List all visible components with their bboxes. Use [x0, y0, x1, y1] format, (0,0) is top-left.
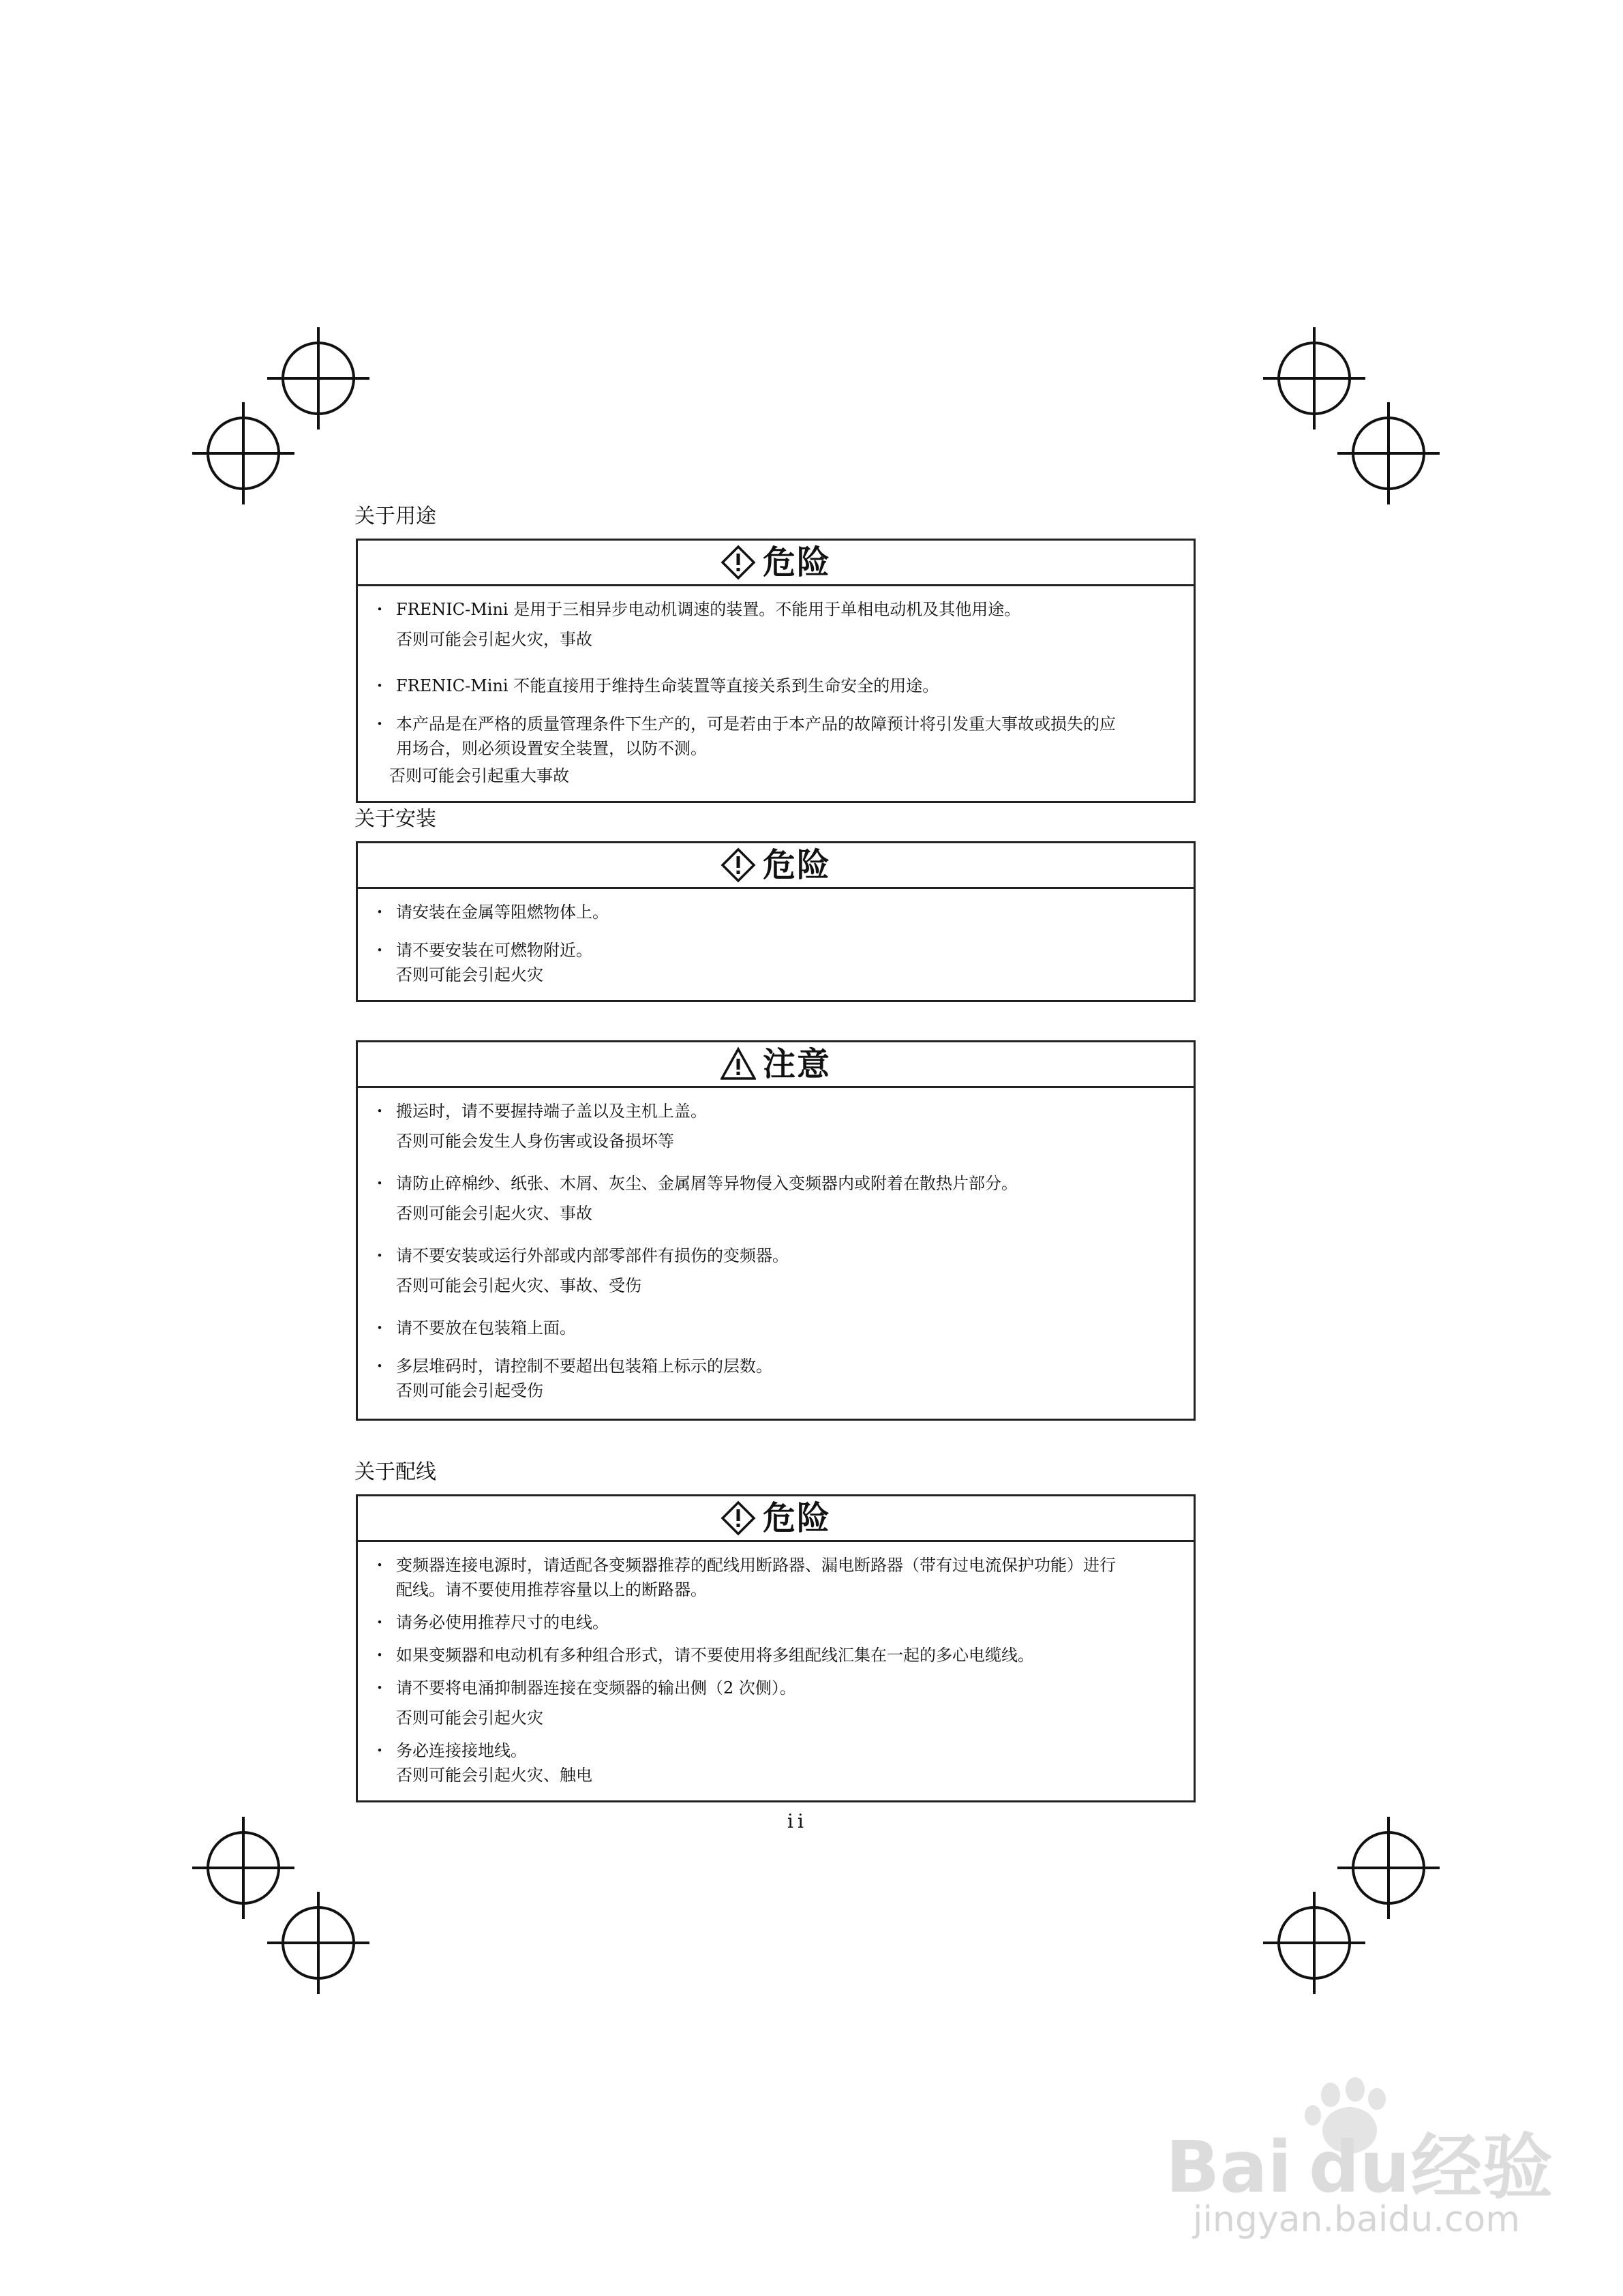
bullet: ・ [371, 1741, 388, 1760]
danger-box-installation [356, 841, 1196, 1002]
baidu-jingyan-watermark [1152, 2076, 1588, 2239]
list-item [371, 1738, 1180, 1787]
watermark-jingyan-text: 经验 [1411, 2126, 1553, 2209]
registration-mark-bottom-right-inner [1263, 1892, 1365, 1994]
item-text: 请防止碎棉纱、纸张、木屑、灰尘、金属屑等异物侵入变频器内或附着在散热片部分。 [396, 1174, 1018, 1193]
bullet: ・ [371, 1613, 388, 1632]
bullet: ・ [371, 714, 388, 734]
list-item [371, 1099, 1180, 1153]
section-label-wiring: 关于配线 [354, 1460, 436, 1484]
box-header [358, 541, 1194, 586]
box-title: 危险 [762, 543, 831, 581]
box-title: 注意 [762, 1045, 831, 1083]
item-text: 请务必使用推荐尺寸的电线。 [396, 1613, 609, 1632]
item-consequence: 否则可能会引起火灾、事故、受伤 [396, 1276, 641, 1295]
item-consequence: 否则可能会发生人身伤害或设备损坏等 [396, 1132, 674, 1151]
box-header [358, 843, 1194, 889]
crosshair-icon [267, 1892, 369, 1994]
danger-diamond-icon [721, 1500, 756, 1536]
section-label-usage: 关于用途 [354, 504, 436, 528]
box-body [358, 1542, 1194, 1787]
list-item [371, 1553, 1180, 1602]
list-item [371, 712, 1180, 788]
item-text-continued: 配线。请不要使用推荐容量以上的断路器。 [396, 1580, 707, 1599]
item-consequence: 否则可能会引起火灾、触电 [396, 1766, 592, 1785]
caution-box-handling [356, 1040, 1196, 1421]
item-text: 请不要放在包装箱上面。 [396, 1318, 576, 1338]
list-item [371, 1610, 1180, 1635]
item-consequence: 否则可能会引起火灾，事故 [396, 630, 592, 649]
list-item [371, 1676, 1180, 1730]
item-text: 请安装在金属等阻燃物体上。 [396, 903, 609, 922]
item-consequence: 否则可能会引起受伤 [396, 1381, 543, 1400]
list-item [371, 674, 1180, 698]
item-consequence: 否则可能会引起重大事故 [389, 766, 569, 785]
danger-diamond-icon [721, 847, 756, 883]
list-item [371, 1243, 1180, 1298]
item-consequence: 否则可能会引起火灾、事故 [396, 1204, 592, 1223]
list-item [371, 900, 1180, 924]
item-text: 多层堆码时，请控制不要超出包装箱上标示的层数。 [396, 1357, 772, 1376]
caution-triangle-icon [721, 1046, 756, 1082]
bullet: ・ [371, 1646, 388, 1665]
box-body [358, 1088, 1194, 1403]
danger-box-usage [356, 539, 1196, 803]
bullet: ・ [371, 1357, 388, 1376]
box-body [358, 586, 1194, 788]
list-item [371, 597, 1180, 652]
item-text: 务必连接接地线。 [396, 1741, 527, 1760]
watermark-brand-text-2: du [1309, 2126, 1410, 2209]
item-text-continued: 用场合，则必须设置安全装置，以防不测。 [396, 739, 707, 758]
registration-mark-bottom-left-inner [267, 1892, 369, 1994]
page-number: ii [787, 1810, 808, 1832]
list-item [371, 938, 1180, 987]
list-item [371, 1643, 1180, 1667]
bullet: ・ [371, 1318, 388, 1338]
box-title: 危险 [762, 846, 831, 884]
item-text: 请不要安装或运行外部或内部零部件有损伤的变频器。 [396, 1246, 789, 1265]
item-text: 变频器连接电源时，请适配各变频器推荐的配线用断路器、漏电断路器（带有过电流保护功能）进行 [396, 1556, 1116, 1575]
item-text: FRENIC-Mini 不能直接用于维持生命装置等直接关系到生命安全的用途。 [396, 676, 939, 695]
bullet: ・ [371, 676, 388, 695]
bullet: ・ [371, 1556, 388, 1575]
crosshair-icon [1337, 402, 1440, 504]
bullet: ・ [371, 600, 388, 619]
crosshair-icon [1263, 1892, 1365, 1994]
danger-diamond-icon [721, 545, 756, 580]
item-text: 如果变频器和电动机有多种组合形式，请不要使用将多组配线汇集在一起的多心电缆线。 [396, 1646, 1034, 1665]
item-text: 请不要安装在可燃物附近。 [396, 941, 592, 960]
bullet: ・ [371, 1678, 388, 1697]
item-text: FRENIC-Mini 是用于三相异步电动机调速的装置。不能用于单相电动机及其他用途。 [396, 600, 1021, 619]
watermark-brand-text: Bai [1166, 2126, 1292, 2209]
item-consequence: 否则可能会引起火灾 [396, 1708, 543, 1727]
box-title: 危险 [762, 1499, 831, 1537]
item-text: 请不要将电涌抑制器连接在变频器的输出侧（2 次侧）。 [396, 1678, 796, 1697]
box-header [358, 1496, 1194, 1542]
box-header [358, 1042, 1194, 1088]
bullet: ・ [371, 1174, 388, 1193]
bullet: ・ [371, 941, 388, 960]
section-label-installation: 关于安装 [354, 807, 436, 831]
bullet: ・ [371, 903, 388, 922]
bullet: ・ [371, 1246, 388, 1265]
list-item [371, 1316, 1180, 1340]
registration-mark-top-left-outer [192, 402, 294, 504]
list-item [371, 1354, 1180, 1403]
list-item [371, 1171, 1180, 1226]
item-text: 搬运时，请不要握持端子盖以及主机上盖。 [396, 1102, 707, 1121]
baidu-paw-icon [1152, 2076, 1588, 2239]
item-text: 本产品是在严格的质量管理条件下生产的，可是若由于本产品的故障预计将引发重大事故或损失的应 [396, 714, 1116, 734]
bullet: ・ [371, 1102, 388, 1121]
watermark-url-text: jingyan.baidu.com [1193, 2199, 1520, 2239]
box-body [358, 889, 1194, 987]
registration-mark-top-right-outer [1337, 402, 1440, 504]
crosshair-icon [192, 402, 294, 504]
danger-box-wiring [356, 1494, 1196, 1802]
item-consequence: 否则可能会引起火灾 [396, 965, 543, 984]
